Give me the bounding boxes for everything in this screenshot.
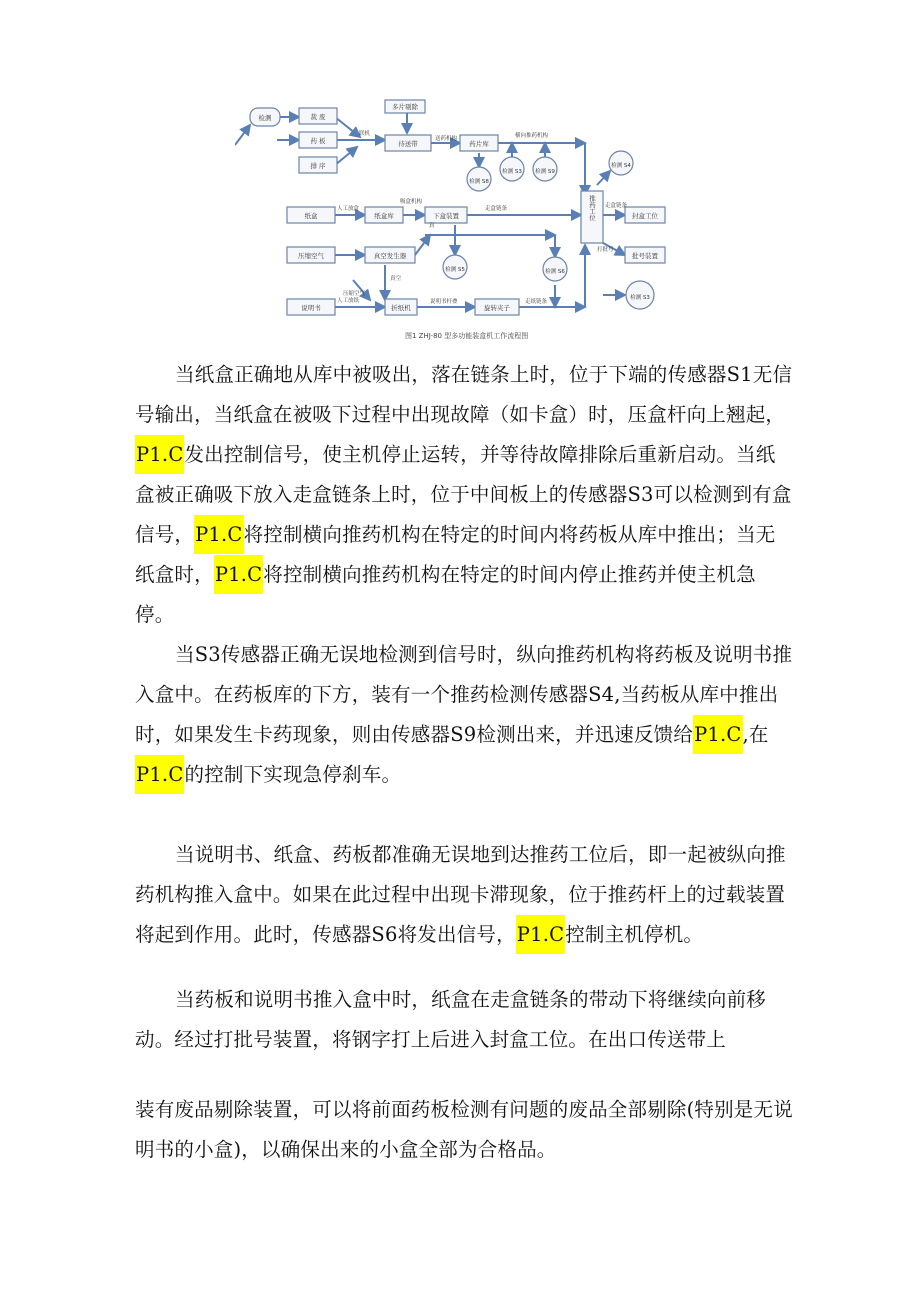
text-run: 当S3传感器正确无误地检测到信号时，纵向推药机构将药板及说明书推入盒中。在药板库的下方，装有一个推药检测传感器S4,当药板从库中推出时，如果发生卡药现象，则由传感器S9检测出来，并迅速反馈给 xyxy=(135,643,793,746)
flowchart-figure xyxy=(235,95,680,350)
text-run: 将控制横向推药机构在特定的时间内将药板从库中推出；当无纸盒时， xyxy=(135,523,776,586)
label-zoujie: 走盒链条 xyxy=(485,206,508,212)
paragraph-4 xyxy=(135,980,795,1060)
box-sort: 排 序 xyxy=(310,162,326,170)
box-fold: 折纸机 xyxy=(391,304,411,312)
label-zhenkong: 真空 xyxy=(390,276,402,282)
text-run: 当说明书、纸盒、药板都准确无误地到达推药工位后，即一起被纵向推药机构推入盒中。如果在此过程中出现卡滞现象，位于推药杆上的过载装置将起到作用。此时，传感器S6将发出信号， xyxy=(135,843,786,946)
label-rengong1: 人工放盒 xyxy=(337,206,360,212)
text-run: 当药板和说明书推入盒中时，纸盒在走盒链条的带动下将继续向前移动。经过打批号装置，将钢字打上后进入封盒工位。在出口传送带上 xyxy=(135,988,767,1051)
box-manual: 说明书 xyxy=(301,304,321,312)
label-xishou: 吸盒机构 xyxy=(400,199,423,205)
figure-caption: 图1 ZHJ-80 型多功能装盒机工作流程图 xyxy=(405,332,529,340)
box-detect: 检测 xyxy=(258,114,272,122)
label-zoujie2: 走盒链条 xyxy=(605,203,628,209)
paragraph-3 xyxy=(135,835,795,955)
circle-s9: 检测 S9 xyxy=(535,169,555,175)
highlighted-term: P1.C xyxy=(693,715,742,754)
circle-s3a: 检测 S3 xyxy=(502,169,522,175)
text-run: 发出控制信号，使主机停止运转，并等待故障排除后重新启动。当纸盒被正确吸下放入走盒链条上时，位于中间板上的传感器S3可以检测到有盒信号， xyxy=(135,443,792,546)
label-shuoming: 说明书杆叠 xyxy=(430,299,458,305)
paragraph-1 xyxy=(135,355,795,635)
box-seal: 封盒工位 xyxy=(632,212,658,220)
highlighted-term: P1.C xyxy=(135,435,184,474)
text-run: 当纸盒正确地从库中被吸出，落在链条上时，位于下端的传感器S1无信号输出，当纸盒在被吸下过程中出现故障（如卡盒）时，压盒杆向上翘起， xyxy=(135,363,793,426)
circle-s5: 检测 S5 xyxy=(445,267,465,273)
text-run: 装有废品剔除装置，可以将前面药板检测有问题的废品全部剔除(特别是无说明书的小盒)，以确保出来的小盒全部为合格品。 xyxy=(135,1098,793,1161)
box-batch: 批号装置 xyxy=(632,252,658,260)
label-dahao: 打批号 xyxy=(597,247,614,253)
box-boxlib: 纸盒库 xyxy=(374,212,394,220)
box-air: 压缩空气 xyxy=(298,252,324,260)
label-dianzhi: 走纸链条 xyxy=(525,299,548,305)
text-run: 的控制下实现急停刹车。 xyxy=(184,763,402,786)
label-lianji: 联机 xyxy=(359,131,371,137)
box-cut: 裁 废 xyxy=(310,113,326,121)
text-run: 将控制横向推药机构在特定的时间内停止推药并使主机急停。 xyxy=(135,563,756,626)
box-multi-reject: 多片剔除 xyxy=(392,103,418,111)
box-paperbox: 纸盒 xyxy=(304,212,318,220)
paragraph-2 xyxy=(135,635,795,795)
circle-s8: 检测 S8 xyxy=(469,179,489,185)
label-songyao: 送药机构 xyxy=(435,136,458,142)
box-down: 下盒装置 xyxy=(433,212,459,220)
highlighted-term: P1.C xyxy=(214,555,263,594)
label-rengong2: 人工放纸 xyxy=(337,298,360,304)
text-run: ,在 xyxy=(742,723,769,746)
box-push: 推药工位 xyxy=(588,195,596,221)
highlighted-term: P1.C xyxy=(516,915,565,954)
box-tablet-library: 药片库 xyxy=(469,140,489,148)
box-rotate: 旋转夹子 xyxy=(484,304,510,312)
label-hengxiang: 横向推药机构 xyxy=(515,133,549,139)
box-board: 药 板 xyxy=(310,137,326,145)
highlighted-term: P1.C xyxy=(194,515,243,554)
circle-s4: 检测 S4 xyxy=(611,163,631,169)
highlighted-term: P1.C xyxy=(135,755,184,794)
label-zhen: 真 xyxy=(429,223,435,229)
label-gaoya: 压缩空气 xyxy=(343,291,366,297)
circle-s6: 检测 S6 xyxy=(545,269,565,275)
text-run: 控制主机停机。 xyxy=(565,923,704,946)
paragraph-5 xyxy=(135,1090,795,1170)
box-vacuum: 真空发生器 xyxy=(373,252,407,260)
circle-s3b: 检测 S3 xyxy=(630,295,650,301)
box-feed: 待送带 xyxy=(398,140,418,148)
